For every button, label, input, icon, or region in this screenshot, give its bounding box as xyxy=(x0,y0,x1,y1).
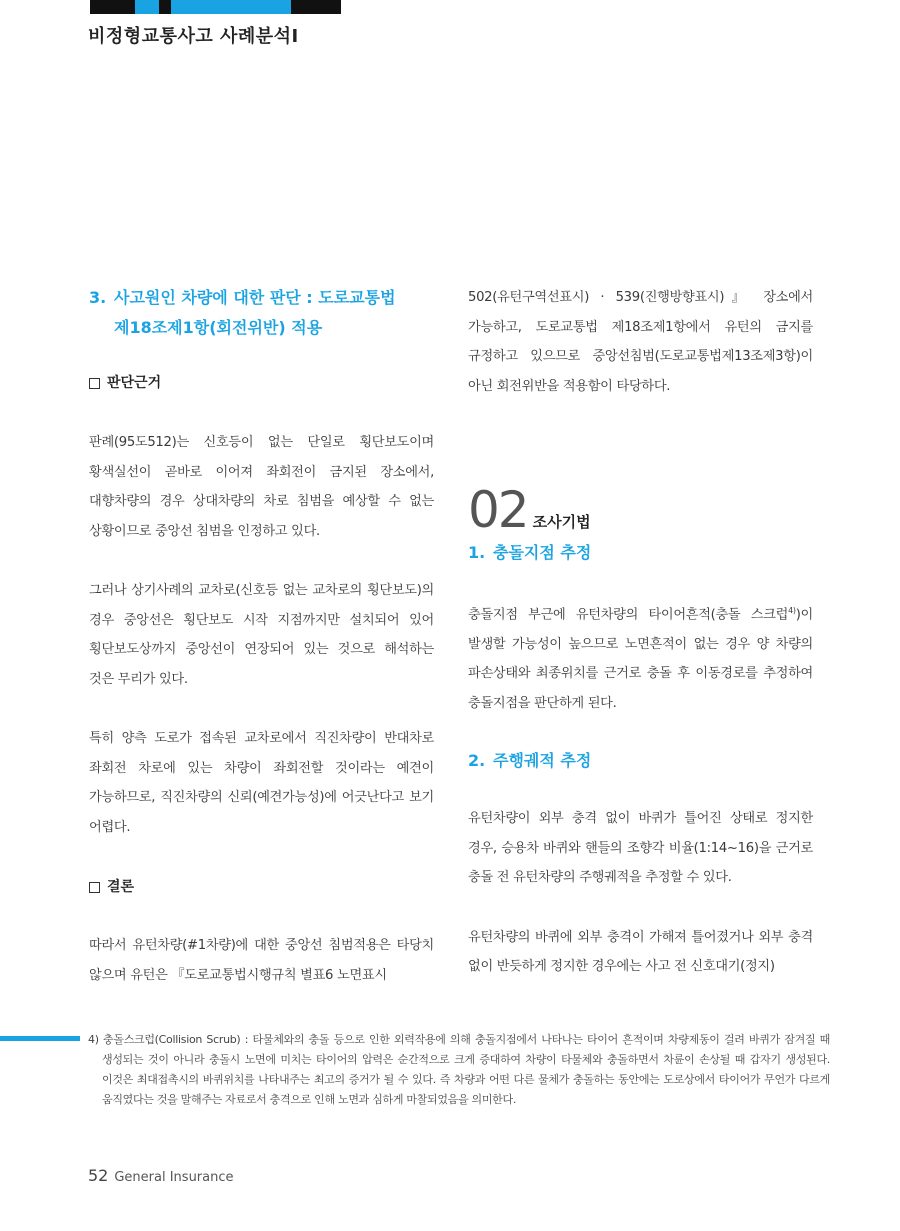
bar-segment-black xyxy=(291,0,341,14)
chapter-title: 조사기법 xyxy=(532,513,591,531)
paragraph-conclusion: 따라서 유턴차량(#1차량)에 대한 중앙선 침범적용은 타당치 않으며 유턴은 『도로교통법시행규칙 별표6 노면표시 xyxy=(89,938,434,983)
page-number: 52 xyxy=(88,1166,109,1185)
square-bullet-icon xyxy=(89,378,100,389)
section-3-heading xyxy=(89,283,434,343)
footnote: 4) 충돌스크럽(Collision Scrub) : 타물체와의 충돌 등으로 인한 외력작용에 의해 충돌지점에서 나타나는 타이어 흔적이며 차량제동이 걸려 바퀴가 잠겨질 때 생성되는 것이 아니라 충돌시 노면에 미치는 타이어의 압력은 순간적으로 크게 증대하여 차량이 타물체와 충돌하면서 차륜이 손상될 때 갑자기 생성된다. 이것은 최대접촉시의 바퀴위치를 나타내주는 최고의 증거가 될 수 있다. 즉 차량과 어떤 다른 물체가 충돌하는 동안에는 도로상에서 타이어가 무언가 다르게 움직였다는 것을 말해주는 자료로서 충격으로 인해 노면과 심하게 마찰되었음을 의미한다. xyxy=(88,1033,830,1106)
chapter-number: 02 xyxy=(468,481,528,539)
paragraph-text-start: 충돌지점 부근에 유턴차량의 타이어흔적(충돌 스크럽 xyxy=(468,607,789,623)
right-column xyxy=(468,283,813,982)
section-title-line2: 제18조제1항(회전위반) 적용 xyxy=(114,318,323,337)
paragraph-collision-point xyxy=(468,596,813,718)
footnote-ref[interactable]: 4) xyxy=(788,606,796,615)
paragraph-external-impact: 유턴차량의 바퀴에 외부 충격이 가해져 틀어졌거나 외부 충격 없이 반듯하게 정지한 경우에는 사고 전 신호대기(정지) xyxy=(468,929,813,975)
conclusion-heading-label: 결론 xyxy=(107,879,135,895)
bar-segment-black xyxy=(159,0,171,14)
section-title: 충돌지점 추정 xyxy=(493,543,592,562)
section-2-heading xyxy=(468,746,813,776)
running-header-title: 비정형교통사고 사례분석Ⅰ xyxy=(88,26,299,47)
paragraph-continuation: 502(유턴구역선표시) · 539(진행방향표시)』 장소에서 가능하고, 도로교통법 제18조제1항에서 유턴의 금지를 규정하고 있으므로 중앙선침범(도로교통법제13조제3항)이 아닌 회전위반을 적용함이 타당하다. xyxy=(468,290,813,394)
paragraph-intersection: 그러나 상기사례의 교차로(신호등 없는 교차로의 횡단보도)의 경우 중앙선은 횡단보도 시작 지점까지만 설치되어 있어 횡단보도상까지 중앙선이 연장되어 있는 것으로 해석하는 것은 무리가 있다. xyxy=(89,583,434,687)
paragraph-straight-vehicle: 특히 양측 도로가 접속된 교차로에서 직진차량이 반대차로 좌회전 차로에 있는 차량이 좌회전할 것이라는 예견이 가능하므로, 직진차량의 신뢰(예견가능성)에 어긋난다고 보기 어렵다. xyxy=(89,731,434,835)
header-color-bar xyxy=(90,0,341,14)
paragraph-text-end: )이 발생할 가능성이 높으므로 노면흔적이 없는 경우 양 차량의 파손상태와 최종위치를 근거로 충돌 후 이동경로를 추정하여 충돌지점을 판단하게 된다. xyxy=(468,607,813,711)
chapter-heading xyxy=(468,477,813,539)
bar-segment-blue xyxy=(171,0,291,14)
section-title: 주행궤적 추정 xyxy=(493,751,592,771)
section-number: 3. xyxy=(89,288,107,307)
bar-segment-blue xyxy=(135,0,159,14)
basis-heading-label: 판단근거 xyxy=(107,375,162,391)
paragraph-trajectory: 유턴차량이 외부 충격 없이 바퀴가 틀어진 상태로 정지한 경우, 승용차 바퀴와 핸들의 조향각 비율(1:14~16)을 근거로 충돌 전 유턴차량의 주행궤적을 추정할 수 있다. xyxy=(468,811,813,886)
conclusion-heading xyxy=(89,872,434,902)
paragraph-precedent: 판례(95도512)는 신호등이 없는 단일로 횡단보도이며 황색실선이 곧바로 이어져 좌회전이 금지된 장소에서, 대향차량의 경우 상대차량의 차로 침범을 예상할 수 없는 상황이므로 중앙선 침범을 인정하고 있다. xyxy=(89,435,434,539)
footnote-accent-line xyxy=(0,1036,80,1041)
basis-heading xyxy=(89,368,434,398)
page-footer xyxy=(88,1166,234,1185)
section-number: 2. xyxy=(468,751,486,771)
section-title-line1: 사고원인 차량에 대한 판단 : 도로교통법 xyxy=(114,288,396,307)
left-column xyxy=(89,283,434,990)
section-number: 1. xyxy=(468,543,486,562)
section-1-heading xyxy=(468,538,813,568)
publication-name: General Insurance xyxy=(114,1170,234,1185)
bar-segment-black xyxy=(90,0,135,14)
square-bullet-icon xyxy=(89,882,100,893)
